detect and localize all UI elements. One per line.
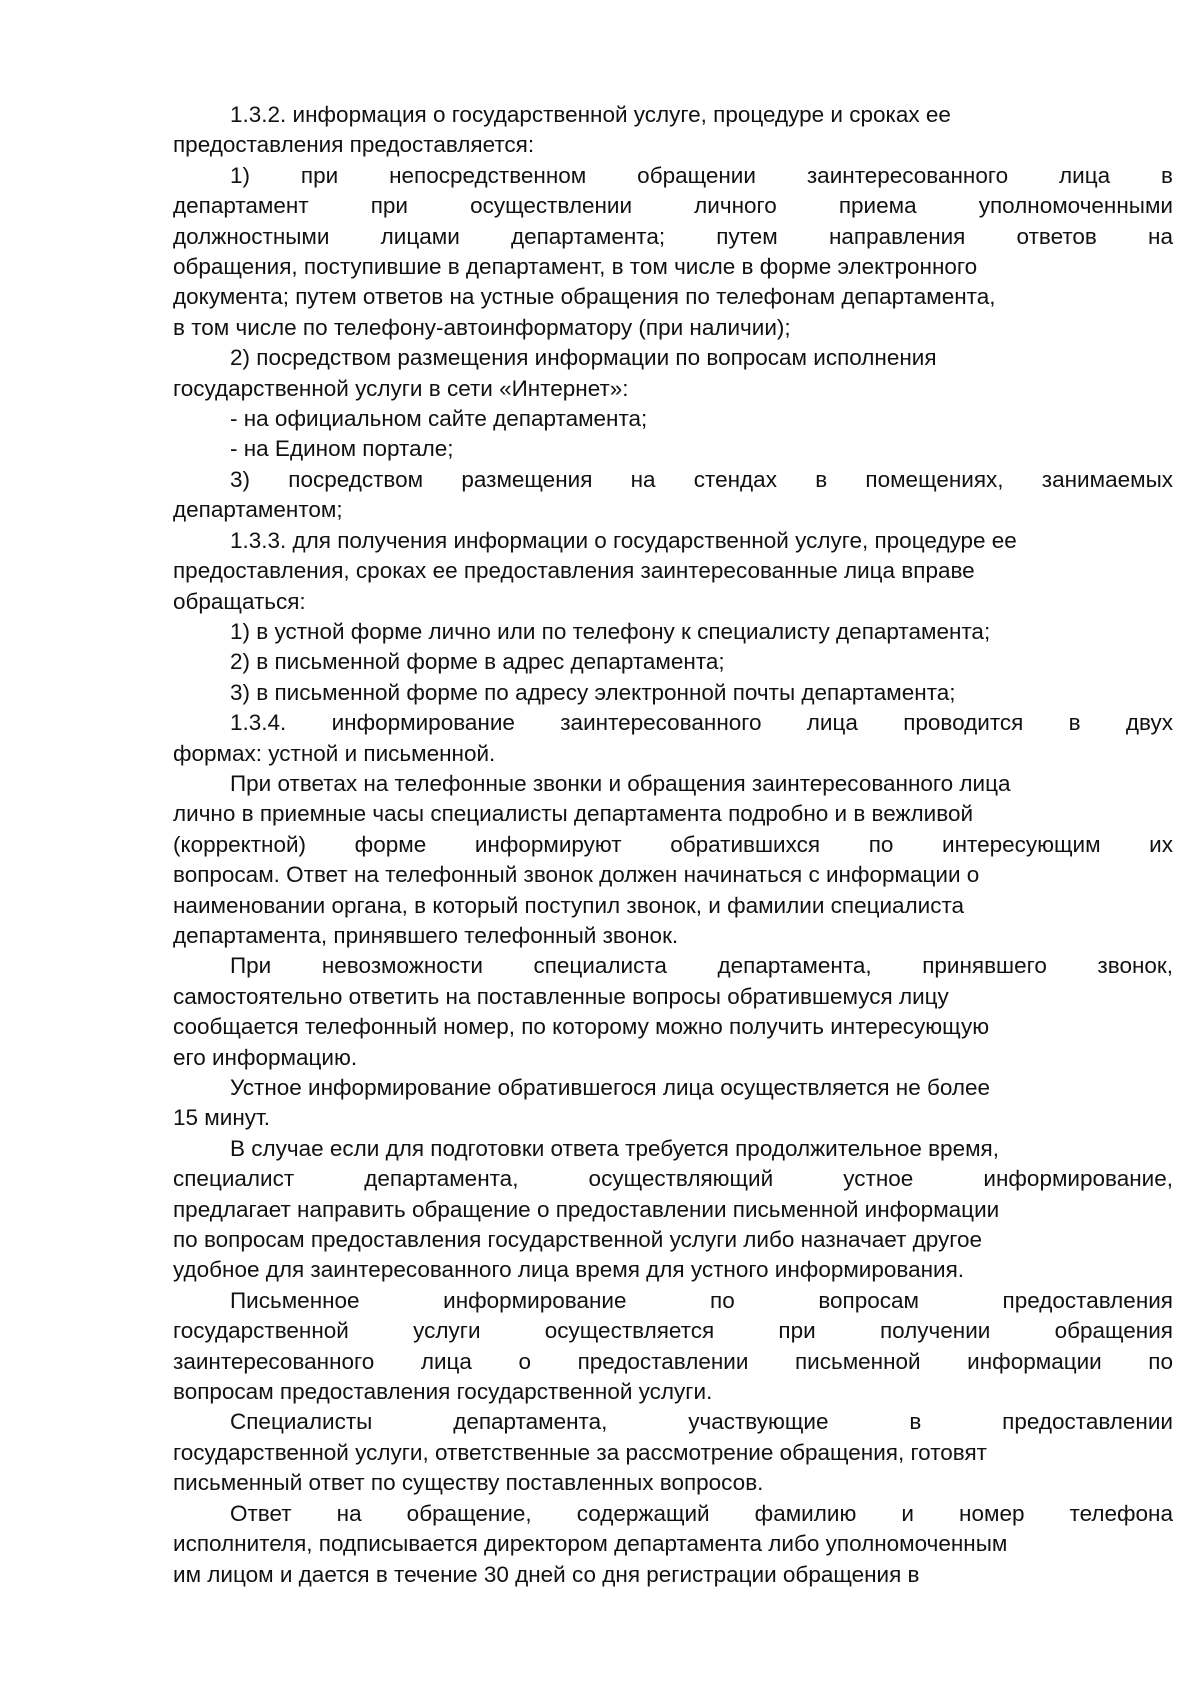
text-line: его информацию. (173, 1044, 358, 1070)
text-line: В случае если для подготовки ответа требуется продолжительное время, (230, 1135, 999, 1161)
text-line: самостоятельно ответить на поставленные вопросы обратившемуся лицу (173, 983, 949, 1009)
text-line: 2) в письменной форме в адрес департамента; (230, 649, 725, 675)
text-line: Специалисты департамента, участвующие в предоставлении (230, 1409, 1173, 1435)
text-line: специалист департамента, осуществляющий устное информирование, (173, 1166, 1173, 1192)
text-line: При невозможности специалиста департамента, принявшего звонок, (230, 953, 1173, 979)
text-line: удобное для заинтересованного лица время для устного информирования. (173, 1257, 965, 1283)
text-line: государственной услуги осуществляется при получении обращения (173, 1318, 1173, 1344)
text-line: 1) в устной форме лично или по телефону к специалисту департамента; (230, 618, 991, 644)
text-line: по вопросам предоставления государственной услуги либо назначает другое (173, 1227, 983, 1253)
text-line: 15 минут. (173, 1105, 271, 1131)
text-line: им лицом и дается в течение 30 дней со дня регистрации обращения в (173, 1561, 920, 1587)
text-line: Ответ на обращение, содержащий фамилию и номер телефона (230, 1500, 1173, 1526)
text-line: формах: устной и письменной. (173, 740, 496, 766)
text-line: лично в приемные часы специалисты департамента подробно и в вежливой (173, 801, 974, 827)
text-line: 1) при непосредственном обращении заинтересованного лица в (230, 162, 1173, 188)
text-line: обращаться: (173, 588, 306, 614)
text-line: государственной услуги, ответственные за рассмотрение обращения, готовят (173, 1439, 987, 1465)
text-line: 3) посредством размещения на стендах в помещениях, занимаемых (230, 466, 1173, 492)
text-line: государственной услуги в сети «Интернет»: (173, 375, 629, 401)
text-line: предоставления предоставляется: (173, 132, 535, 158)
text-line: (корректной) форме информируют обратившихся по интересующим их (173, 831, 1173, 857)
text-line: письменный ответ по существу поставленных вопросов. (173, 1470, 764, 1496)
text-line: 1.3.3. для получения информации о государственной услуге, процедуре ее (230, 527, 1017, 553)
text-line: сообщается телефонный номер, по которому можно получить интересующую (173, 1014, 990, 1040)
text-line: вопросам предоставления государственной услуги. (173, 1379, 713, 1405)
text-line: документа; путем ответов на устные обращения по телефонам департамента, (173, 284, 996, 310)
text-line: Письменное информирование по вопросам предоставления (230, 1287, 1173, 1313)
text-line: обращения, поступившие в департамент, в том числе в форме электронного (173, 254, 978, 280)
text-line: наименовании органа, в который поступил звонок, и фамилии специалиста (173, 892, 965, 918)
text-line: 1.3.2. информация о государственной услуге, процедуре и сроках ее (230, 102, 951, 127)
text-line: исполнителя, подписывается директором департамента либо уполномоченным (173, 1531, 1008, 1557)
document-body (173, 100, 1173, 1590)
text-line: При ответах на телефонные звонки и обращения заинтересованного лица (230, 770, 1011, 796)
text-line: в том числе по телефону-автоинформатору (при наличии); (173, 314, 791, 340)
text-line: - на Едином портале; (230, 436, 454, 462)
text-line: предлагает направить обращение о предоставлении письменной информации (173, 1196, 1000, 1222)
text-line: предоставления, сроках ее предоставления заинтересованные лица вправе (173, 558, 975, 584)
text-line: - на официальном сайте департамента; (230, 406, 648, 432)
text-line: 3) в письменной форме по адресу электронной почты департамента; (230, 679, 956, 705)
text-line: заинтересованного лица о предоставлении письменной информации по (173, 1348, 1173, 1374)
text-line: департаментом; (173, 497, 343, 523)
text-line: 1.3.4. информирование заинтересованного лица проводится в двух (230, 710, 1173, 736)
text-line: департамент при осуществлении личного приема уполномоченными (173, 193, 1173, 219)
text-line: 2) посредством размещения информации по вопросам исполнения (230, 345, 937, 371)
text-line: должностными лицами департамента; путем направления ответов на (173, 223, 1173, 249)
text-line: вопросам. Ответ на телефонный звонок должен начинаться с информации о (173, 862, 980, 888)
text-line: департамента, принявшего телефонный звонок. (173, 922, 679, 948)
text-line: Устное информирование обратившегося лица осуществляется не более (230, 1075, 991, 1100)
